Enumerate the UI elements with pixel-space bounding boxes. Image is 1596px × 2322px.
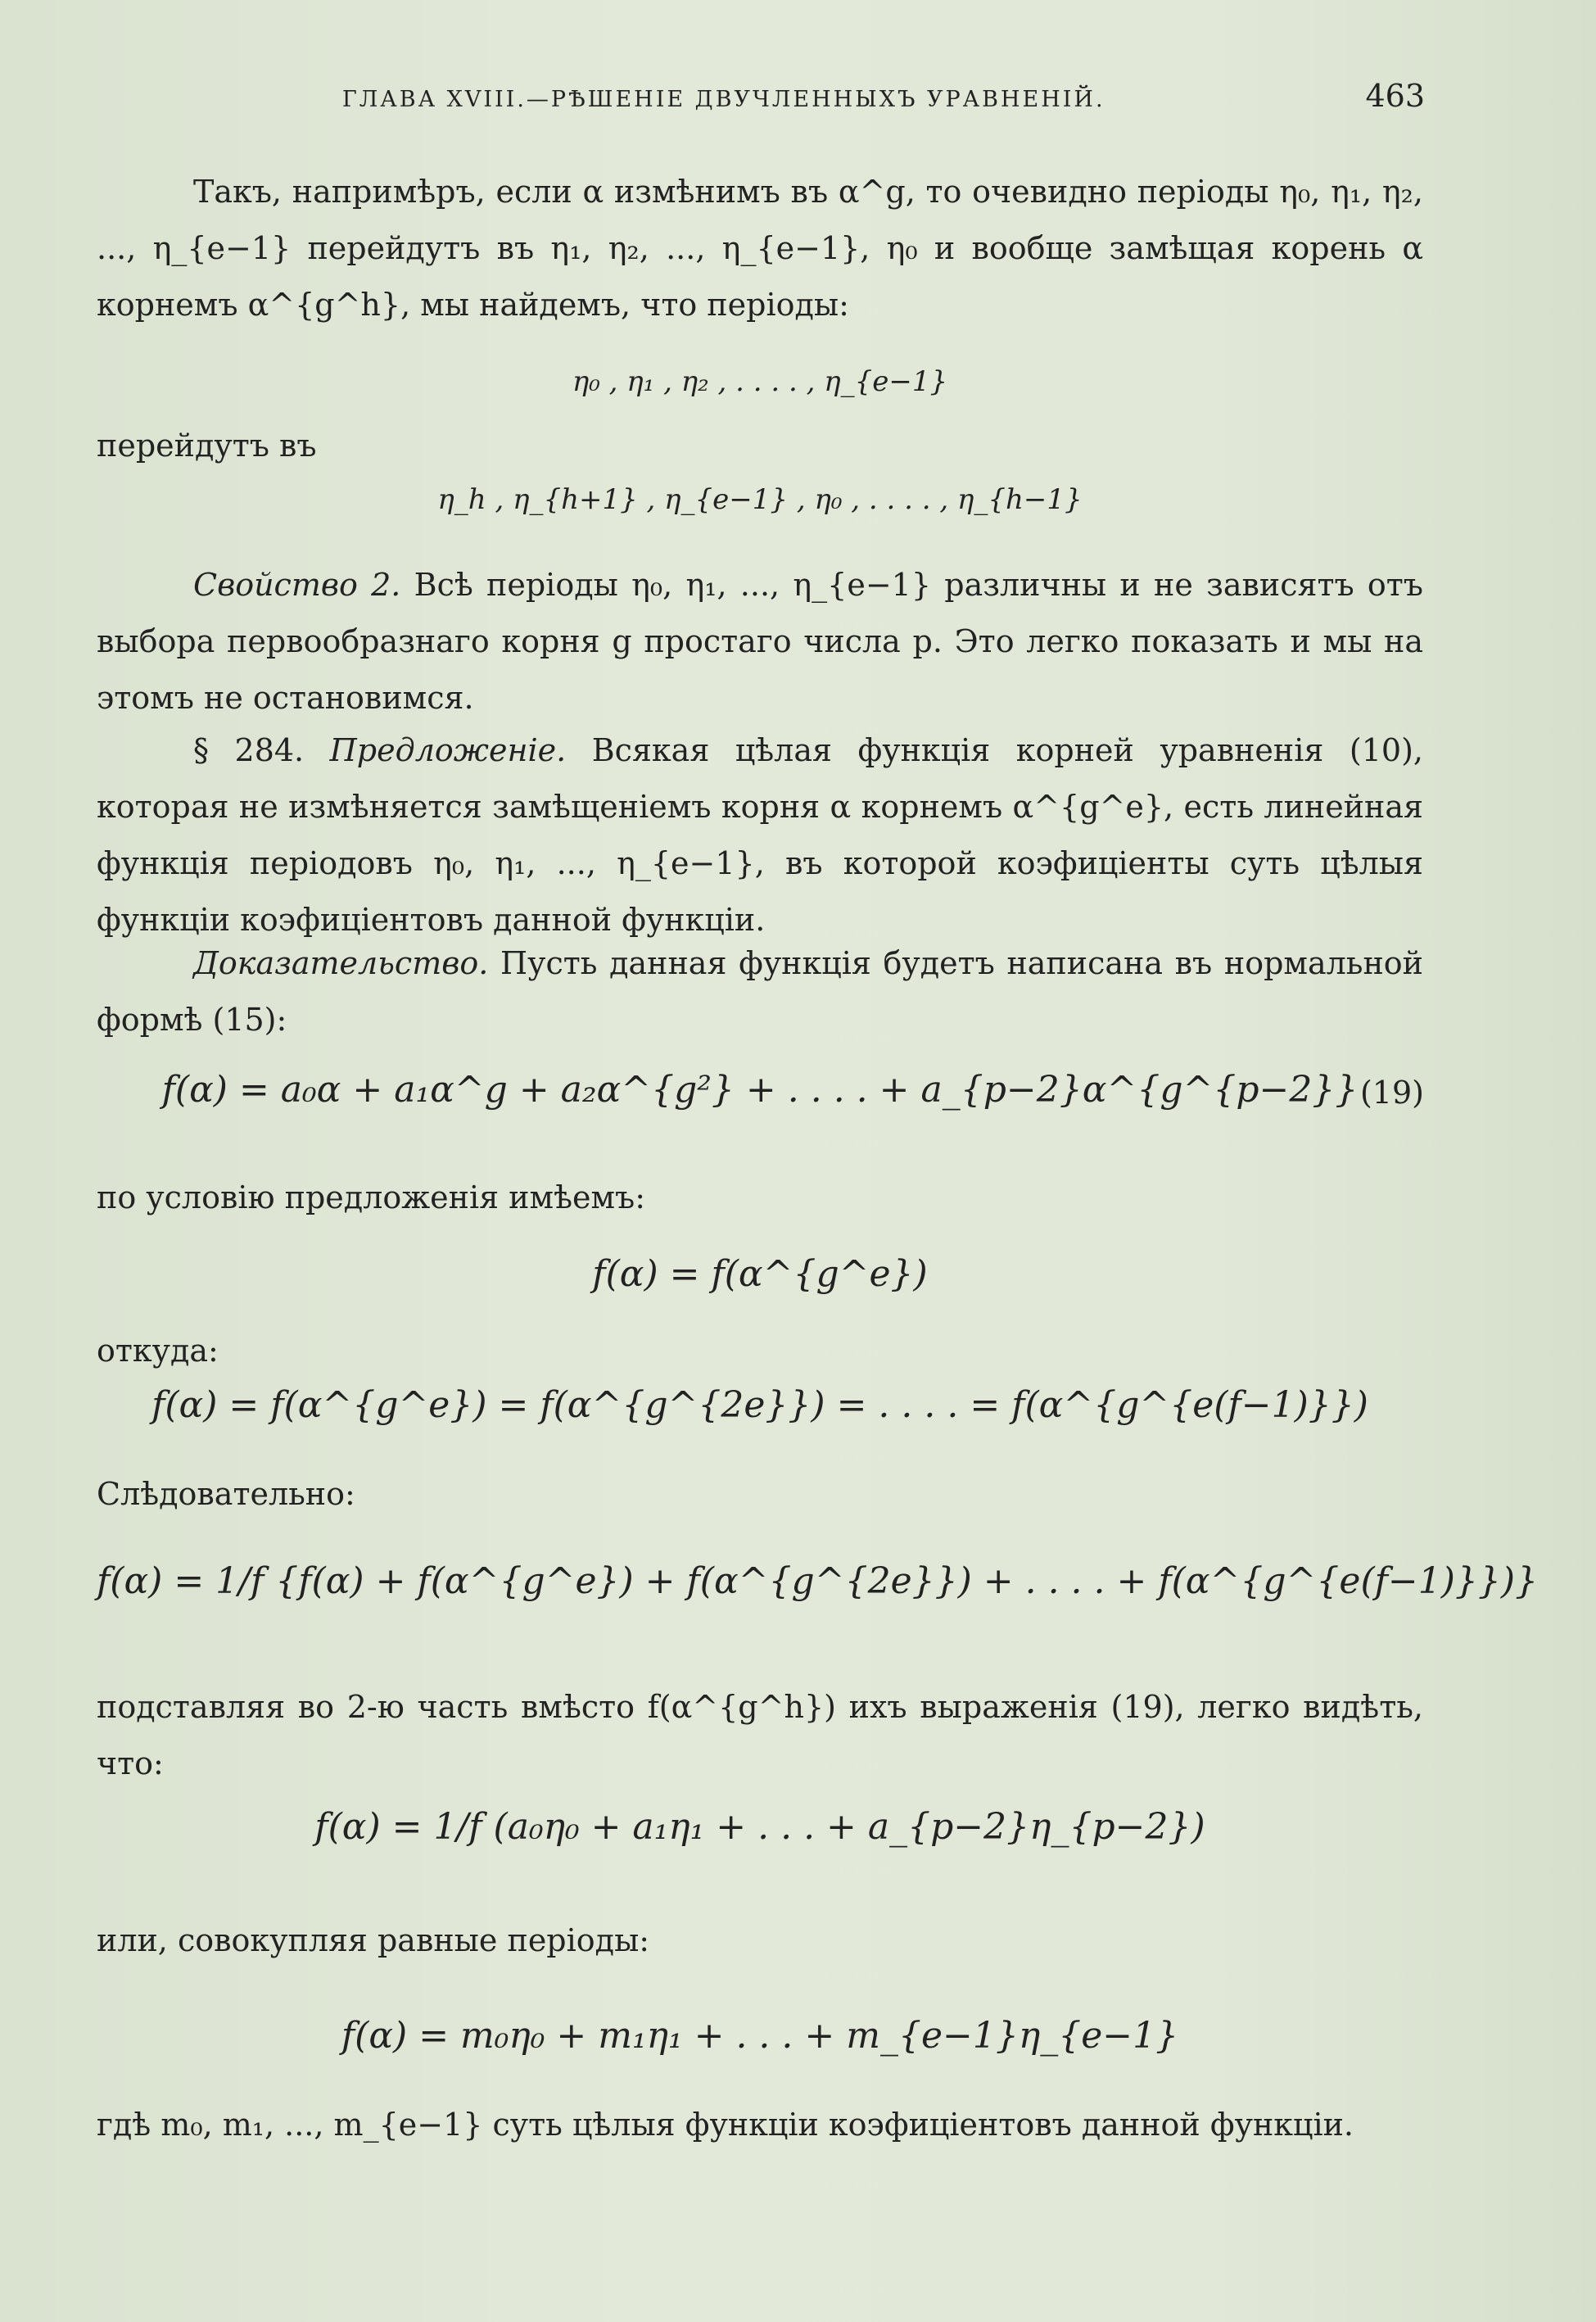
paragraph-2: перейдутъ въ	[97, 428, 317, 464]
formula-chain: f(α) = f(α^{g^e}) = f(α^{g^{2e}}) = . . . . = f(α^{g^{e(f−1)}})	[151, 1384, 1368, 1426]
paragraph-whence: откуда:	[97, 1333, 219, 1369]
proof-text: Пусть данная функція будетъ написана въ нормальной формѣ (15):	[97, 945, 1423, 1038]
paragraph-condition: по условію предложенія имѣемъ:	[97, 1179, 646, 1215]
running-head: ГЛАВА XVIII.—РѢШЕНІЕ ДВУЧЛЕННЫХЪ УРАВНЕНІЙ.	[341, 87, 1105, 112]
equation-number-19: (19)	[1359, 1075, 1424, 1111]
proof-title: Доказательство.	[193, 945, 489, 981]
page-number: 463	[1365, 78, 1425, 114]
property-text: Всѣ періоды η₀, η₁, ..., η_{e−1} различны и не зависятъ отъ выбора первообразнаго корня g простаго числа p. Это легко показать и мы на этомъ не остановимся.	[97, 567, 1423, 716]
section-number: § 284.	[193, 732, 305, 768]
paragraph-combining: или, совокупляя равные періоды:	[97, 1922, 650, 1958]
proposition-text: Всякая цѣлая функція корней уравненія (10), которая не измѣняется замѣщеніемъ корня α корнемъ α^{g^e}, есть линейная функція періодовъ η₀, η₁, ..., η_{e−1}, въ которой коэфиціенты суть цѣлыя функціи коэфиціентовъ данной функціи.	[97, 732, 1423, 938]
formula-periods-shifted: η_h , η_{h+1} , η_{e−1} , η₀ , . . . . , η_{h−1}	[437, 483, 1083, 516]
formula-invariance: f(α) = f(α^{g^e})	[592, 1253, 928, 1295]
paragraph-proof	[97, 935, 1423, 1048]
paragraph-consequently: Слѣдовательно:	[97, 1476, 355, 1512]
paragraph-property-2	[97, 557, 1423, 726]
paragraph-conclusion: гдѣ m₀, m₁, ..., m_{e−1} суть цѣлыя функціи коэфиціентовъ данной функціи.	[97, 2107, 1354, 2143]
formula-linear: f(α) = m₀η₀ + m₁η₁ + . . . + m_{e−1}η_{e−1}	[341, 2015, 1179, 2057]
formula-average: f(α) = 1/f {f(α) + f(α^{g^e}) + f(α^{g^{2e}}) + . . . . + f(α^{g^{e(f−1)}})}	[97, 1560, 1539, 1602]
formula-19: f(α) = a₀α + a₁α^g + a₂α^{g²} + . . . . + a_{p−2}α^{g^{p−2}}	[161, 1069, 1359, 1111]
paragraph-proposition	[97, 722, 1423, 948]
formula-periods: η₀ , η₁ , η₂ , . . . . , η_{e−1}	[572, 365, 948, 398]
paragraph-1: Такъ, напримѣръ, если α измѣнимъ въ α^g, то очевидно періоды η₀, η₁, η₂, ..., η_{e−1} перейдутъ въ η₁, η₂, ..., η_{e−1}, η₀ и вообще замѣщая корень α корнемъ α^{g^h}, мы найдемъ, что періоды:	[97, 174, 1423, 323]
formula-sum-periods: f(α) = 1/f (a₀η₀ + a₁η₁ + . . . + a_{p−2}η_{p−2})	[314, 1806, 1205, 1848]
page-header	[131, 78, 1425, 114]
property-title: Свойство 2.	[193, 567, 401, 603]
paragraph-substitution: подставляя во 2-ю часть вмѣсто f(α^{g^h}) ихъ выраженія (19), легко видѣть, что:	[97, 1689, 1423, 1781]
proposition-title: Предложеніе.	[329, 732, 567, 768]
